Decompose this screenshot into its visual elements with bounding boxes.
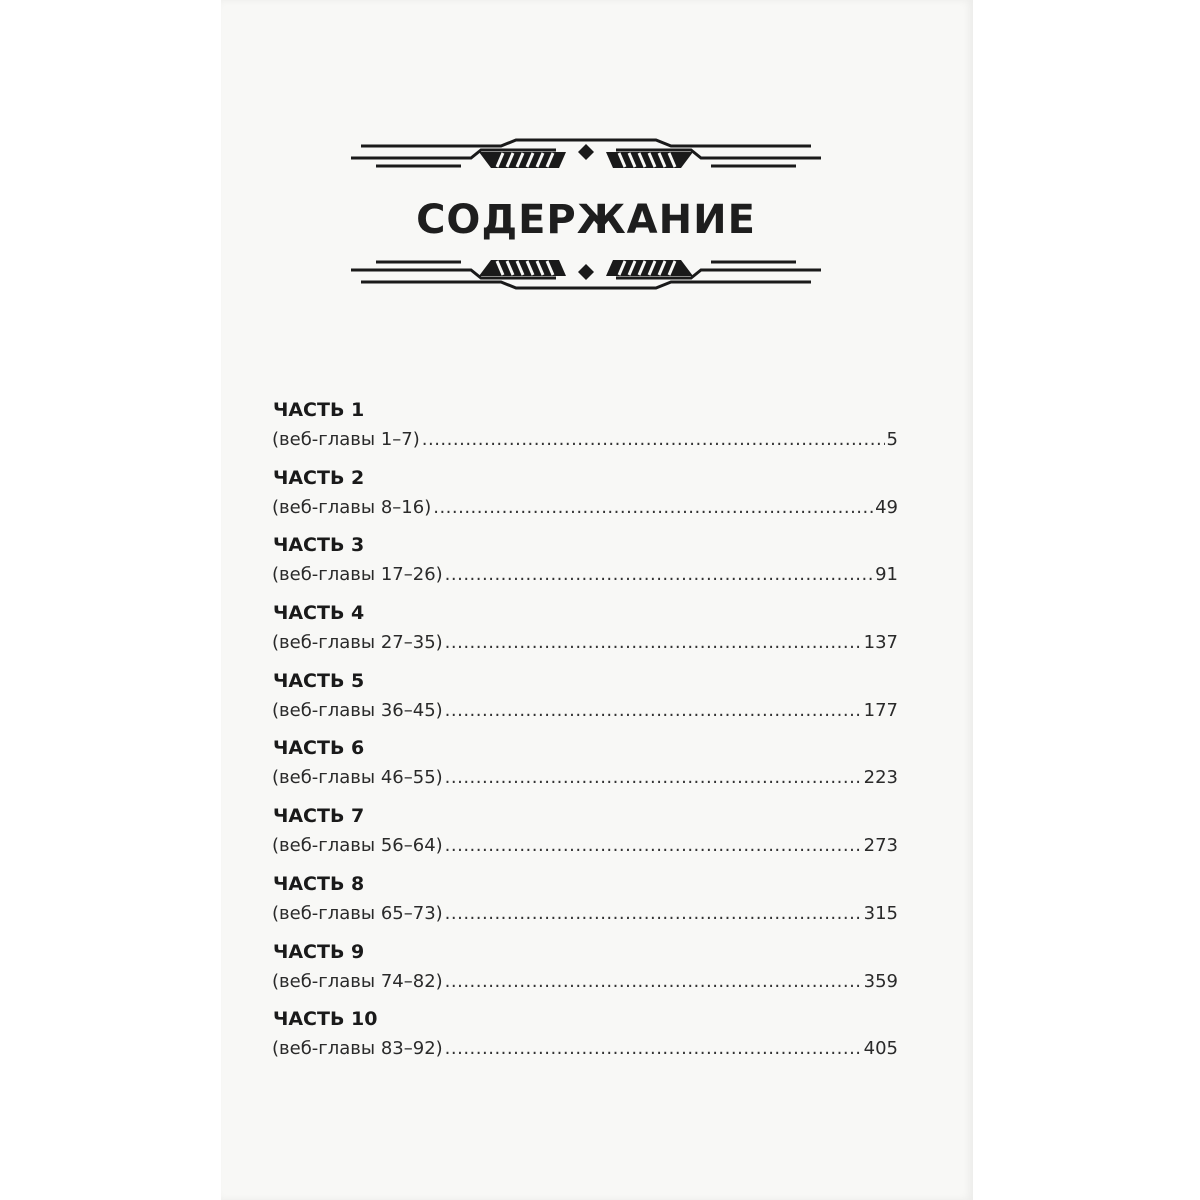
toc-entry bbox=[272, 532, 902, 600]
toc-line bbox=[272, 833, 898, 859]
dot-leader bbox=[445, 630, 862, 656]
part-title: ЧАСТЬ 1 bbox=[273, 399, 365, 421]
dot-leader bbox=[445, 833, 862, 859]
toc-line bbox=[272, 495, 898, 521]
toc-line bbox=[272, 765, 898, 791]
chapter-range: (веб-главы 8–16) bbox=[272, 496, 432, 518]
chapter-range: (веб-главы 1–7) bbox=[272, 429, 420, 450]
chapter-range: (веб-главы 46–55) bbox=[272, 767, 443, 789]
page-number: 273 bbox=[863, 835, 898, 857]
page-title: СОДЕРЖАНИЕ bbox=[416, 197, 756, 243]
part-title: ЧАСТЬ 3 bbox=[273, 534, 365, 557]
toc-line bbox=[272, 630, 898, 656]
toc-line bbox=[272, 562, 898, 588]
page-number: 5 bbox=[886, 429, 898, 450]
part-title: ЧАСТЬ 9 bbox=[273, 940, 365, 963]
top-ornament bbox=[351, 136, 821, 176]
dot-leader bbox=[422, 427, 885, 453]
chapter-range: (веб-главы 65–73) bbox=[272, 902, 443, 924]
page-number: 223 bbox=[863, 767, 898, 789]
toc-entry bbox=[272, 939, 902, 1007]
page-number: 359 bbox=[863, 970, 898, 992]
toc-entry bbox=[272, 465, 902, 533]
part-title: ЧАСТЬ 8 bbox=[273, 872, 365, 895]
page-number: 405 bbox=[863, 1038, 898, 1060]
dot-leader bbox=[445, 1036, 862, 1062]
toc-line bbox=[272, 969, 898, 995]
tech-ornament-top bbox=[351, 136, 821, 176]
dot-leader bbox=[445, 901, 862, 927]
dot-leader bbox=[445, 562, 873, 588]
toc-entry bbox=[272, 1006, 902, 1074]
chapter-range: (веб-главы 83–92) bbox=[272, 1038, 443, 1060]
chapter-range: (веб-главы 17–26) bbox=[272, 564, 443, 586]
page-number: 91 bbox=[875, 564, 898, 586]
dot-leader bbox=[445, 765, 862, 791]
chapter-range: (веб-главы 36–45) bbox=[272, 699, 443, 721]
chapter-range: (веб-главы 74–82) bbox=[272, 970, 443, 992]
part-title: ЧАСТЬ 6 bbox=[273, 737, 365, 760]
part-title: ЧАСТЬ 7 bbox=[273, 805, 365, 828]
toc-line bbox=[272, 901, 898, 927]
page-number: 315 bbox=[863, 902, 898, 924]
table-of-contents bbox=[272, 397, 902, 1074]
page-number: 49 bbox=[875, 496, 898, 518]
toc-entry bbox=[272, 871, 902, 939]
toc-line bbox=[272, 1036, 898, 1062]
page-number: 137 bbox=[863, 632, 898, 654]
toc-line bbox=[272, 427, 898, 453]
toc-line bbox=[272, 698, 898, 724]
toc-entry bbox=[272, 668, 902, 736]
part-title: ЧАСТЬ 2 bbox=[273, 466, 365, 489]
tech-ornament-bottom bbox=[351, 252, 821, 292]
toc-entry bbox=[272, 600, 902, 668]
dot-leader bbox=[445, 698, 862, 724]
toc-entry bbox=[272, 397, 902, 465]
chapter-range: (веб-главы 56–64) bbox=[272, 835, 443, 857]
part-title: ЧАСТЬ 5 bbox=[273, 669, 365, 692]
bottom-ornament bbox=[351, 252, 821, 292]
page-number: 177 bbox=[863, 699, 898, 721]
dot-leader bbox=[445, 969, 862, 995]
toc-entry bbox=[272, 735, 902, 803]
part-title: ЧАСТЬ 10 bbox=[273, 1008, 378, 1031]
part-title: ЧАСТЬ 4 bbox=[273, 602, 365, 625]
chapter-range: (веб-главы 27–35) bbox=[272, 632, 443, 654]
dot-leader bbox=[433, 495, 873, 521]
toc-entry bbox=[272, 803, 902, 871]
